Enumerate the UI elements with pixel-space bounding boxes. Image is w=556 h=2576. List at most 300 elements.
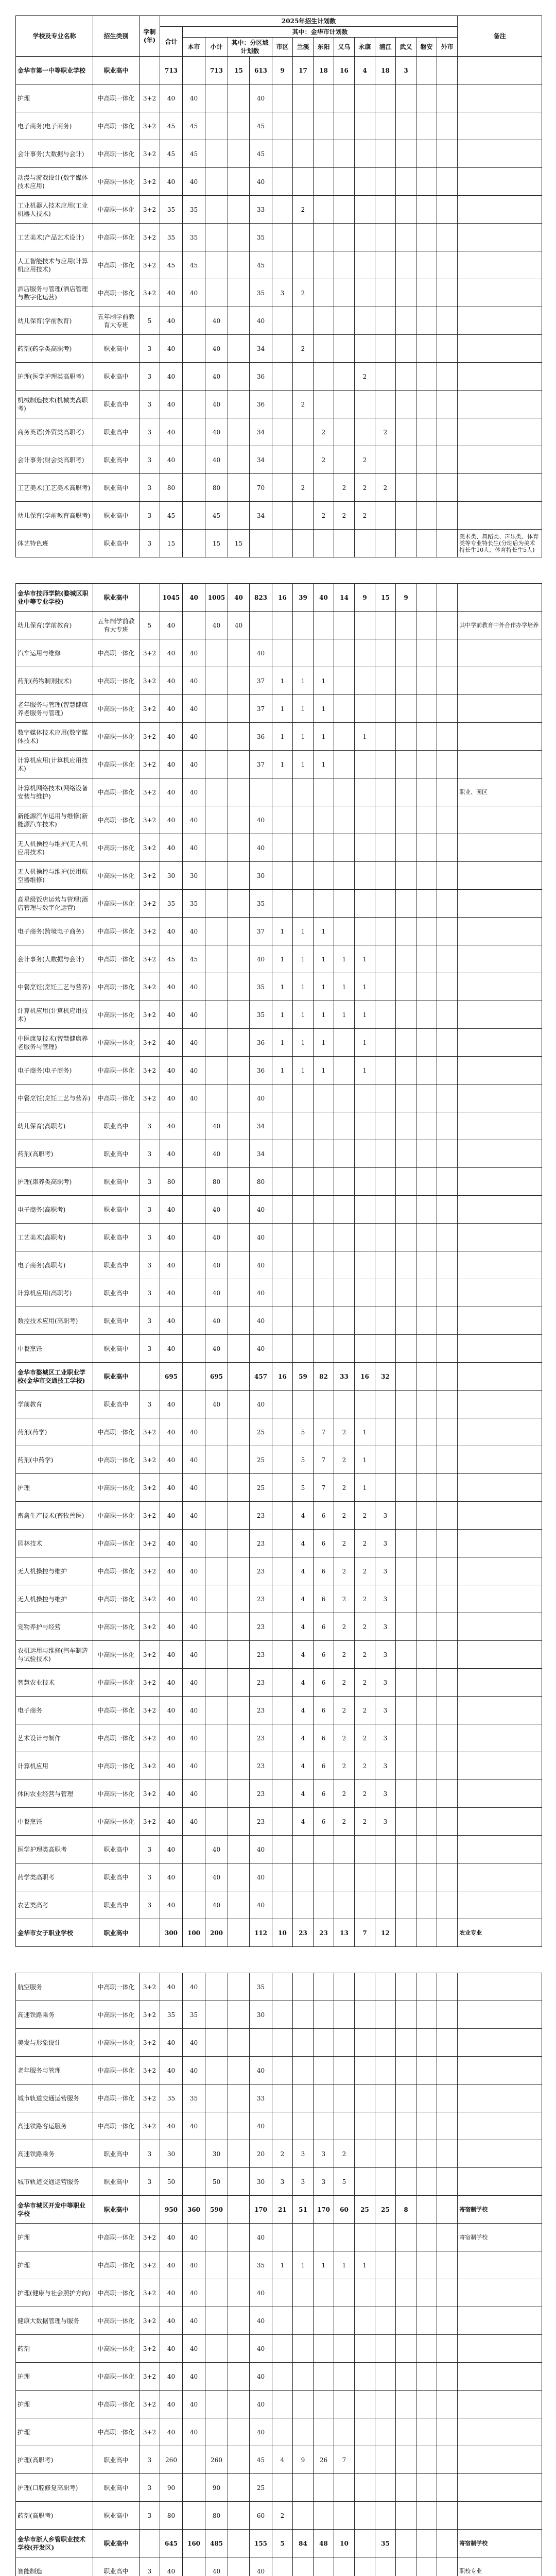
cell-total: 40 [160, 973, 183, 1001]
cell-col3 [228, 1585, 250, 1613]
cell-region: 1 [355, 1474, 375, 1502]
cell-region [396, 639, 416, 667]
cell-remark [458, 307, 542, 335]
cell-region: 1 [272, 1001, 293, 1029]
cell-remark [458, 2279, 542, 2307]
cell-region [375, 2335, 396, 2363]
table-row [16, 1057, 542, 1084]
cell-out-of-city [437, 2363, 458, 2391]
cell-region [314, 1391, 334, 1418]
cell-region [396, 2530, 416, 2557]
cell-total: 40 [160, 1557, 183, 1585]
cell-col3 [228, 391, 250, 418]
cell-region [416, 862, 437, 890]
cell-name: 电子商务(电子商务) [16, 1057, 93, 1084]
cell-years: 3+2 [140, 667, 160, 695]
cell-remark: 美术类、舞蹈类、声乐类、体育类等专业特长生(分班后为美术特长生10人、体育特长生5人) [458, 530, 542, 557]
cell-col4: 25 [250, 1418, 272, 1446]
cell-years: 3+2 [140, 112, 160, 140]
cell-name: 酒店服务与管理(酒店管理与数字化运营) [16, 279, 93, 307]
cell-region: 18 [314, 57, 334, 84]
cell-jinhua-subtotal [205, 862, 228, 890]
cell-local: 40 [183, 84, 205, 112]
cell-region [396, 723, 416, 751]
cell-remark [458, 973, 542, 1001]
cell-jinhua-subtotal [205, 224, 228, 251]
enrollment-sheet [15, 15, 542, 2576]
header-jinhua-total: 小计 [205, 38, 228, 57]
cell-region [293, 1112, 314, 1140]
cell-col3 [228, 2084, 250, 2112]
cell-region [272, 612, 293, 639]
cell-region [334, 168, 355, 196]
cell-region: 3 [375, 1502, 396, 1530]
cell-region: 2 [334, 1474, 355, 1502]
cell-region [293, 862, 314, 890]
cell-region [272, 1307, 293, 1335]
cell-out-of-city [437, 224, 458, 251]
cell-region: 2 [334, 502, 355, 530]
cell-years [140, 1363, 160, 1391]
cell-type: 中高职一体化 [93, 1474, 140, 1502]
cell-region: 1 [355, 2251, 375, 2279]
cell-col4: 25 [250, 1446, 272, 1474]
cell-remark [458, 806, 542, 834]
cell-region: 6 [314, 1808, 334, 1836]
cell-region [416, 1307, 437, 1335]
cell-out-of-city [437, 2418, 458, 2446]
cell-type: 中高职一体化 [93, 945, 140, 973]
cell-region: 21 [272, 2196, 293, 2224]
cell-total: 45 [160, 140, 183, 168]
cell-region [272, 1557, 293, 1585]
cell-jinhua-subtotal: 45 [205, 502, 228, 530]
header-remark: 备注 [458, 16, 542, 57]
cell-years: 3+2 [140, 2307, 160, 2335]
cell-total: 40 [160, 418, 183, 446]
cell-col3 [228, 335, 250, 363]
cell-jinhua-subtotal [205, 84, 228, 112]
cell-type: 中高职一体化 [93, 2418, 140, 2446]
cell-jinhua-subtotal [205, 140, 228, 168]
cell-remark [458, 84, 542, 112]
cell-out-of-city [437, 2446, 458, 2474]
cell-remark [458, 363, 542, 391]
cell-total: 40 [160, 363, 183, 391]
cell-region: 3 [375, 1613, 396, 1641]
cell-out-of-city [437, 502, 458, 530]
cell-total: 35 [160, 890, 183, 918]
cell-region: 2 [334, 1502, 355, 1530]
cell-region [396, 1418, 416, 1446]
cell-type: 职业高中 [93, 2446, 140, 2474]
cell-region [375, 1391, 396, 1418]
cell-out-of-city [437, 695, 458, 723]
cell-out-of-city [437, 973, 458, 1001]
cell-jinhua-subtotal [205, 1001, 228, 1029]
table-row [16, 84, 542, 112]
cell-region [416, 2001, 437, 2029]
cell-col3 [228, 2279, 250, 2307]
cell-name: 中餐烹饪 [16, 1808, 93, 1836]
cell-remark [458, 446, 542, 474]
cell-col3 [228, 279, 250, 307]
cell-region [293, 530, 314, 557]
cell-col4: 40 [250, 1863, 272, 1891]
cell-region [293, 2363, 314, 2391]
cell-region [334, 530, 355, 557]
cell-region [334, 2112, 355, 2140]
cell-region [416, 806, 437, 834]
cell-region: 16 [272, 584, 293, 612]
cell-col3 [228, 1140, 250, 1168]
cell-region [334, 1057, 355, 1084]
cell-name: 金华市第一中等职业学校 [16, 57, 93, 84]
cell-total: 40 [160, 307, 183, 335]
cell-out-of-city [437, 918, 458, 945]
cell-out-of-city [437, 1836, 458, 1863]
cell-col3 [228, 1863, 250, 1891]
cell-region [334, 335, 355, 363]
cell-type: 中高职一体化 [93, 918, 140, 945]
cell-region [293, 1196, 314, 1224]
cell-col4: 30 [250, 2168, 272, 2196]
cell-jinhua-subtotal [205, 112, 228, 140]
cell-name: 宠物养护与经营 [16, 1613, 93, 1641]
cell-region [416, 1140, 437, 1168]
cell-total: 40 [160, 806, 183, 834]
cell-name: 护理(康养类高职考) [16, 1168, 93, 1196]
cell-remark [458, 1973, 542, 2001]
table-header [16, 16, 542, 57]
cell-region: 40 [314, 584, 334, 612]
cell-type: 职业高中 [93, 2557, 140, 2576]
cell-region [272, 1752, 293, 1780]
cell-region: 2 [334, 1557, 355, 1585]
cell-region: 2 [355, 1641, 375, 1669]
cell-region: 1 [314, 723, 334, 751]
cell-region [416, 1669, 437, 1697]
cell-region [375, 973, 396, 1001]
cell-region [334, 140, 355, 168]
cell-region [396, 1752, 416, 1780]
cell-local [183, 612, 205, 639]
cell-region [375, 778, 396, 806]
cell-name: 电子商务(高职考) [16, 1251, 93, 1279]
cell-jinhua-subtotal [205, 1585, 228, 1613]
cell-col4 [250, 2029, 272, 2057]
cell-col3 [228, 1224, 250, 1251]
cell-name: 药剂(高职考) [16, 2502, 93, 2530]
cell-region: 1 [272, 918, 293, 945]
cell-type: 中高职一体化 [93, 2112, 140, 2140]
cell-remark [458, 1891, 542, 1919]
cell-region [272, 1112, 293, 1140]
cell-jinhua-subtotal: 695 [205, 1363, 228, 1391]
table-row [16, 1780, 542, 1808]
table-row [16, 251, 542, 279]
cell-local: 40 [183, 2307, 205, 2335]
cell-remark [458, 1863, 542, 1891]
header-region: 市区 [272, 38, 293, 57]
cell-region [293, 502, 314, 530]
cell-total: 30 [160, 2140, 183, 2168]
header-region: 磐安 [416, 38, 437, 57]
cell-years: 3+2 [140, 2029, 160, 2057]
cell-region [396, 2391, 416, 2418]
cell-region [396, 806, 416, 834]
cell-region [416, 84, 437, 112]
cell-col4: 34 [250, 418, 272, 446]
cell-region: 15 [375, 584, 396, 612]
cell-remark [458, 945, 542, 973]
cell-years: 3 [140, 363, 160, 391]
cell-region: 1 [272, 2251, 293, 2279]
cell-type: 中高职一体化 [93, 2057, 140, 2084]
cell-jinhua-subtotal [205, 1697, 228, 1724]
cell-remark [458, 2391, 542, 2418]
cell-col4: 40 [250, 1084, 272, 1112]
cell-region [355, 751, 375, 778]
table-row [16, 2391, 542, 2418]
cell-col3 [228, 2502, 250, 2530]
cell-years: 3 [140, 1391, 160, 1418]
cell-col3 [228, 224, 250, 251]
cell-type: 职业高中 [93, 335, 140, 363]
cell-region [396, 890, 416, 918]
cell-jinhua-subtotal: 40 [205, 446, 228, 474]
cell-region [272, 502, 293, 530]
cell-remark [458, 196, 542, 224]
cell-type: 中高职一体化 [93, 667, 140, 695]
cell-years: 3+2 [140, 1641, 160, 1669]
cell-region [375, 945, 396, 973]
table-row [16, 1669, 542, 1697]
cell-region [375, 1224, 396, 1251]
cell-col3 [228, 1752, 250, 1780]
table-row [16, 2335, 542, 2363]
cell-local: 40 [183, 1446, 205, 1474]
cell-region [272, 2001, 293, 2029]
cell-region [416, 2279, 437, 2307]
cell-region [375, 1474, 396, 1502]
cell-region [355, 1168, 375, 1196]
cell-region: 6 [314, 1752, 334, 1780]
cell-region [272, 2279, 293, 2307]
cell-region: 3 [272, 279, 293, 307]
cell-local: 40 [183, 751, 205, 778]
cell-col3 [228, 751, 250, 778]
cell-region [272, 2084, 293, 2112]
cell-region: 2 [355, 446, 375, 474]
cell-region [375, 2029, 396, 2057]
cell-region [396, 1780, 416, 1808]
cell-region [293, 307, 314, 335]
cell-col3 [228, 1557, 250, 1585]
cell-type: 职业高中 [93, 1140, 140, 1168]
cell-col4: 23 [250, 1808, 272, 1836]
cell-region [334, 2084, 355, 2112]
cell-region [375, 2474, 396, 2502]
cell-col4: 30 [250, 2001, 272, 2029]
cell-type: 职业高中 [93, 57, 140, 84]
table-row [16, 2307, 542, 2335]
cell-region [355, 1251, 375, 1279]
cell-years: 3+2 [140, 1697, 160, 1724]
cell-out-of-city [437, 1057, 458, 1084]
table-row [16, 1474, 542, 1502]
cell-local: 35 [183, 890, 205, 918]
cell-years: 3 [140, 446, 160, 474]
cell-region: 82 [314, 1363, 334, 1391]
cell-col4: 40 [250, 2557, 272, 2576]
cell-out-of-city [437, 2084, 458, 2112]
cell-region [375, 2084, 396, 2112]
cell-region [396, 1530, 416, 1557]
table-body [16, 57, 542, 2576]
cell-region: 84 [293, 2530, 314, 2557]
cell-local: 40 [183, 723, 205, 751]
cell-region [355, 2530, 375, 2557]
cell-region: 2 [355, 502, 375, 530]
header-out-of-city: 外市 [437, 38, 458, 57]
cell-years: 5 [140, 612, 160, 639]
cell-total: 80 [160, 2502, 183, 2530]
cell-region [334, 778, 355, 806]
cell-total: 40 [160, 1641, 183, 1669]
cell-region [314, 1140, 334, 1168]
cell-region: 2 [334, 1418, 355, 1446]
cell-total: 45 [160, 945, 183, 973]
cell-col3 [228, 918, 250, 945]
cell-name: 新能源汽车运用与维修(新能源汽车技术) [16, 806, 93, 834]
cell-region [293, 1084, 314, 1112]
cell-out-of-city [437, 1752, 458, 1780]
cell-region [355, 140, 375, 168]
cell-region [272, 2335, 293, 2363]
cell-local: 40 [183, 639, 205, 667]
cell-out-of-city [437, 1585, 458, 1613]
cell-col4: 36 [250, 363, 272, 391]
cell-out-of-city [437, 1863, 458, 1891]
cell-local: 40 [183, 1808, 205, 1836]
cell-region [334, 1973, 355, 2001]
cell-region [272, 1836, 293, 1863]
cell-remark: 农业专业 [458, 1919, 542, 1947]
cell-total: 45 [160, 502, 183, 530]
cell-out-of-city [437, 474, 458, 502]
header-region: 浦江 [375, 38, 396, 57]
cell-region [355, 1112, 375, 1140]
cell-region [334, 918, 355, 945]
cell-name: 高星级饭店运营与管理(酒店管理与数字化运营) [16, 890, 93, 918]
cell-jinhua-subtotal: 590 [205, 2196, 228, 2224]
cell-region [416, 918, 437, 945]
cell-region: 2 [355, 1530, 375, 1557]
cell-col4: 40 [250, 84, 272, 112]
cell-region [355, 2279, 375, 2307]
cell-local: 40 [183, 584, 205, 612]
cell-out-of-city [437, 1418, 458, 1446]
cell-col3 [228, 1836, 250, 1863]
cell-name: 计算机应用(计算机应用技术) [16, 1001, 93, 1029]
cell-region [293, 2112, 314, 2140]
cell-region [396, 2307, 416, 2335]
cell-name: 护理(健康与社会照护方向) [16, 2279, 93, 2307]
cell-name: 商务英语(外贸类高职考) [16, 418, 93, 446]
cell-region [314, 806, 334, 834]
cell-region: 3 [293, 2140, 314, 2168]
cell-region [416, 1752, 437, 1780]
cell-region: 25 [355, 2196, 375, 2224]
cell-name: 体艺特色班 [16, 530, 93, 557]
cell-region [334, 834, 355, 862]
cell-name: 护理 [16, 1474, 93, 1502]
cell-region [314, 2502, 334, 2530]
cell-remark [458, 2084, 542, 2112]
cell-remark [458, 639, 542, 667]
cell-jinhua-subtotal: 40 [205, 335, 228, 363]
cell-local [183, 391, 205, 418]
cell-remark [458, 1530, 542, 1557]
cell-region [396, 1669, 416, 1697]
cell-region: 4 [293, 1808, 314, 1836]
cell-region: 17 [293, 57, 314, 84]
cell-region [396, 1446, 416, 1474]
cell-out-of-city [437, 1557, 458, 1585]
cell-name: 美发与形象设计 [16, 2029, 93, 2057]
cell-remark [458, 2057, 542, 2084]
cell-out-of-city [437, 639, 458, 667]
cell-years [140, 1919, 160, 1947]
cell-name: 无人机操控与维护 [16, 1557, 93, 1585]
cell-region [272, 1641, 293, 1669]
cell-region [375, 2446, 396, 2474]
cell-out-of-city [437, 1724, 458, 1752]
cell-region: 2 [355, 1557, 375, 1585]
cell-col4: 40 [250, 1196, 272, 1224]
cell-region [355, 2418, 375, 2446]
cell-region [272, 168, 293, 196]
table-row [16, 1168, 542, 1196]
table-row [16, 2251, 542, 2279]
cell-col3 [228, 778, 250, 806]
cell-region [293, 1251, 314, 1279]
cell-region: 4 [293, 1669, 314, 1697]
cell-name: 幼儿保育(学前教育高职考) [16, 502, 93, 530]
cell-region [314, 2391, 334, 2418]
cell-jinhua-subtotal: 713 [205, 57, 228, 84]
cell-remark [458, 502, 542, 530]
cell-region [293, 1168, 314, 1196]
cell-region [293, 2084, 314, 2112]
cell-col4: 35 [250, 890, 272, 918]
cell-years: 3 [140, 2168, 160, 2196]
cell-out-of-city [437, 140, 458, 168]
cell-years: 3+2 [140, 1029, 160, 1057]
cell-region: 1 [355, 973, 375, 1001]
cell-years: 3 [140, 1307, 160, 1335]
cell-total: 40 [160, 335, 183, 363]
cell-local [183, 418, 205, 446]
cell-out-of-city [437, 1001, 458, 1029]
cell-region [375, 2279, 396, 2307]
cell-jinhua-subtotal [205, 1446, 228, 1474]
cell-name: 医学护理类高职考 [16, 1836, 93, 1863]
cell-type: 中高职一体化 [93, 1029, 140, 1057]
cell-local: 40 [183, 1502, 205, 1530]
cell-jinhua-subtotal: 40 [205, 1251, 228, 1279]
